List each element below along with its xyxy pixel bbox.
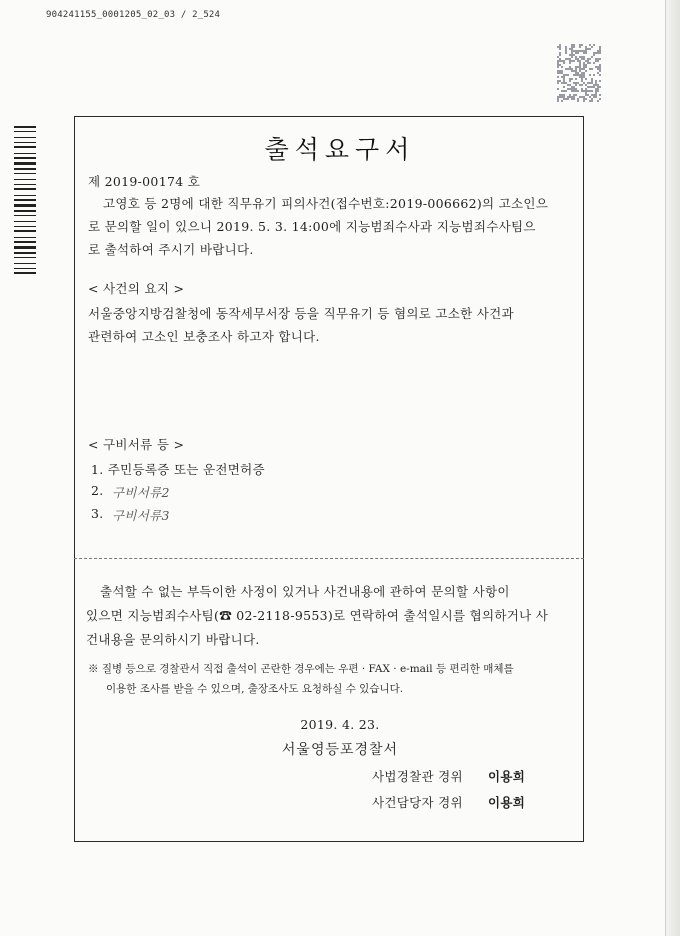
page-title: 출석요구서: [264, 135, 416, 164]
notice-line-1: 출석할 수 없는 부득이한 사정이 있거나 사건내용에 관하여 문의할 사항이: [100, 584, 510, 599]
doc-number: 제 2019-00174 호: [88, 174, 201, 189]
body-line-1: 고영호 등 2명에 대한 직무유기 피의사건(접수번호:2019-006662)의 고소인으: [103, 196, 549, 211]
summary-line-1: 서울중앙지방검찰청에 동작세무서장 등을 직무유기 등 혐의로 고소한 사건과: [88, 306, 514, 321]
documents-item-2: 2.: [91, 483, 104, 498]
signature-name-1: 이용희: [488, 769, 526, 784]
documents-placeholder-3: 구비서류3: [112, 508, 170, 523]
documents-heading: < 구비서류 등 >: [88, 437, 185, 452]
body-line-2: 로 문의할 일이 있으니 2019. 5. 3. 14:00에 지능범죄수사과 지능범죄수사팀으: [88, 219, 536, 234]
documents-item-1: 1. 주민등록증 또는 운전면허증: [91, 462, 265, 477]
notice-line-3: 건내용을 문의하시기 바랍니다.: [86, 632, 260, 647]
documents-item-3: 3.: [91, 506, 104, 521]
documents-placeholder-2: 구비서류2: [112, 485, 170, 500]
note-line-2: 이용한 조사를 받을 수 있으며, 출장조사도 요청하실 수 있습니다.: [106, 683, 404, 695]
summary-heading: < 사건의 요지 >: [88, 281, 185, 296]
signature-role-2: 사건담당자 경위: [372, 795, 463, 810]
body-line-3: 로 출석하여 주시기 바랍니다.: [88, 242, 254, 257]
issuing-office: 서울영등포경찰서: [281, 742, 399, 758]
issue-date: 2019. 4. 23.: [300, 717, 380, 732]
signature-name-2: 이용희: [488, 795, 526, 810]
signature-role-1: 사법경찰관 경위: [372, 769, 463, 784]
note-line-1: ※ 질병 등으로 경찰관서 직접 출석이 곤란한 경우에는 우편 · FAX · e-mail 등 편리한 매체를: [88, 663, 514, 675]
section-divider: [74, 558, 584, 559]
summary-line-2: 관련하여 고소인 보충조사 하고자 합니다.: [88, 329, 320, 344]
qr-code: [557, 44, 601, 102]
notice-line-2: 있으면 지능범죄수사팀(☎ 02-2118-9553)로 연락하여 출석일시를 협의하거나 사: [86, 608, 549, 623]
page-id: 904241155_0001205_02_03 / 2_524: [46, 10, 221, 20]
